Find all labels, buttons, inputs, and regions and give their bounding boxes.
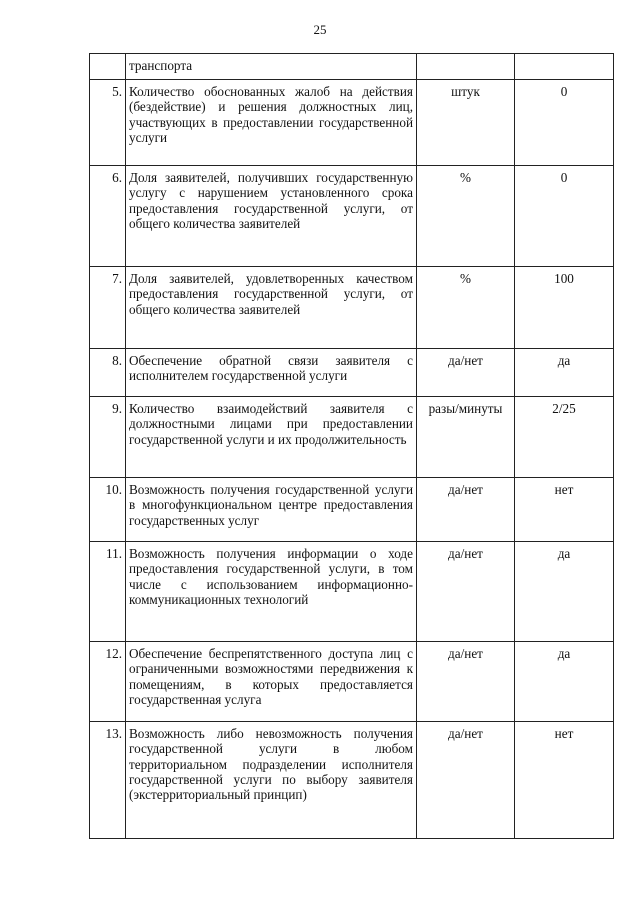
normative-value: нет [515,478,614,542]
indicator-name: Возможность либо невозможность получения государственной услуги в любом территориальном подразделении исполнителя государственной услуги по выбору заявителя (экстерриториальный принцип) [126,722,417,839]
table-row [90,54,614,80]
table-row [90,642,614,722]
unit-of-measure: да/нет [417,478,515,542]
table-row [90,542,614,642]
unit-of-measure: да/нет [417,349,515,397]
indicator-name: Возможность получения государственной услуги в многофункциональном центре предоставления государственных услуг [126,478,417,542]
unit-of-measure: да/нет [417,542,515,642]
table-row [90,80,614,166]
table-row [90,349,614,397]
row-number: 10. [90,478,126,542]
normative-value: 0 [515,80,614,166]
table-row [90,478,614,542]
unit-of-measure: да/нет [417,722,515,839]
normative-value: нет [515,722,614,839]
row-number: 13. [90,722,126,839]
unit-of-measure: % [417,267,515,349]
indicators-table [89,53,614,839]
unit-of-measure: штук [417,80,515,166]
page-number: 25 [313,22,327,37]
indicator-name: Количество обоснованных жалоб на действия (бездействие) и решения должностных лиц, участвующих в предоставлении государственной услуги [126,80,417,166]
unit-of-measure: да/нет [417,642,515,722]
row-number: 11. [90,542,126,642]
indicator-name: Возможность получения информации о ходе предоставления государственной услуги, в том числе с использованием информационно-коммуникационных технологий [126,542,417,642]
normative-value [515,54,614,80]
unit-of-measure: % [417,166,515,267]
indicator-name: Обеспечение беспрепятственного доступа лиц с ограниченными возможностями передвижения к помещениям, в которых предоставляется государственная услуга [126,642,417,722]
normative-value: 100 [515,267,614,349]
normative-value: да [515,542,614,642]
unit-of-measure [417,54,515,80]
table-row [90,397,614,478]
normative-value: да [515,642,614,722]
indicator-name: транспорта [126,54,417,80]
row-number [90,54,126,80]
indicator-name: Доля заявителей, удовлетворенных качеством предоставления государственной услуги, от общего количества заявителей [126,267,417,349]
row-number: 7. [90,267,126,349]
normative-value: 0 [515,166,614,267]
row-number: 12. [90,642,126,722]
row-number: 8. [90,349,126,397]
indicator-name: Обеспечение обратной связи заявителя с исполнителем государственной услуги [126,349,417,397]
row-number: 6. [90,166,126,267]
indicator-name: Количество взаимодействий заявителя с должностными лицами при предоставлении государственной услуги и их продолжительность [126,397,417,478]
unit-of-measure: разы/минуты [417,397,515,478]
normative-value: 2/25 [515,397,614,478]
row-number: 9. [90,397,126,478]
table-row [90,267,614,349]
normative-value: да [515,349,614,397]
table-row [90,166,614,267]
row-number: 5. [90,80,126,166]
table-row [90,722,614,839]
indicator-name: Доля заявителей, получивших государственную услугу с нарушением установленного срока предоставления государственной услуги, от общего количества заявителей [126,166,417,267]
